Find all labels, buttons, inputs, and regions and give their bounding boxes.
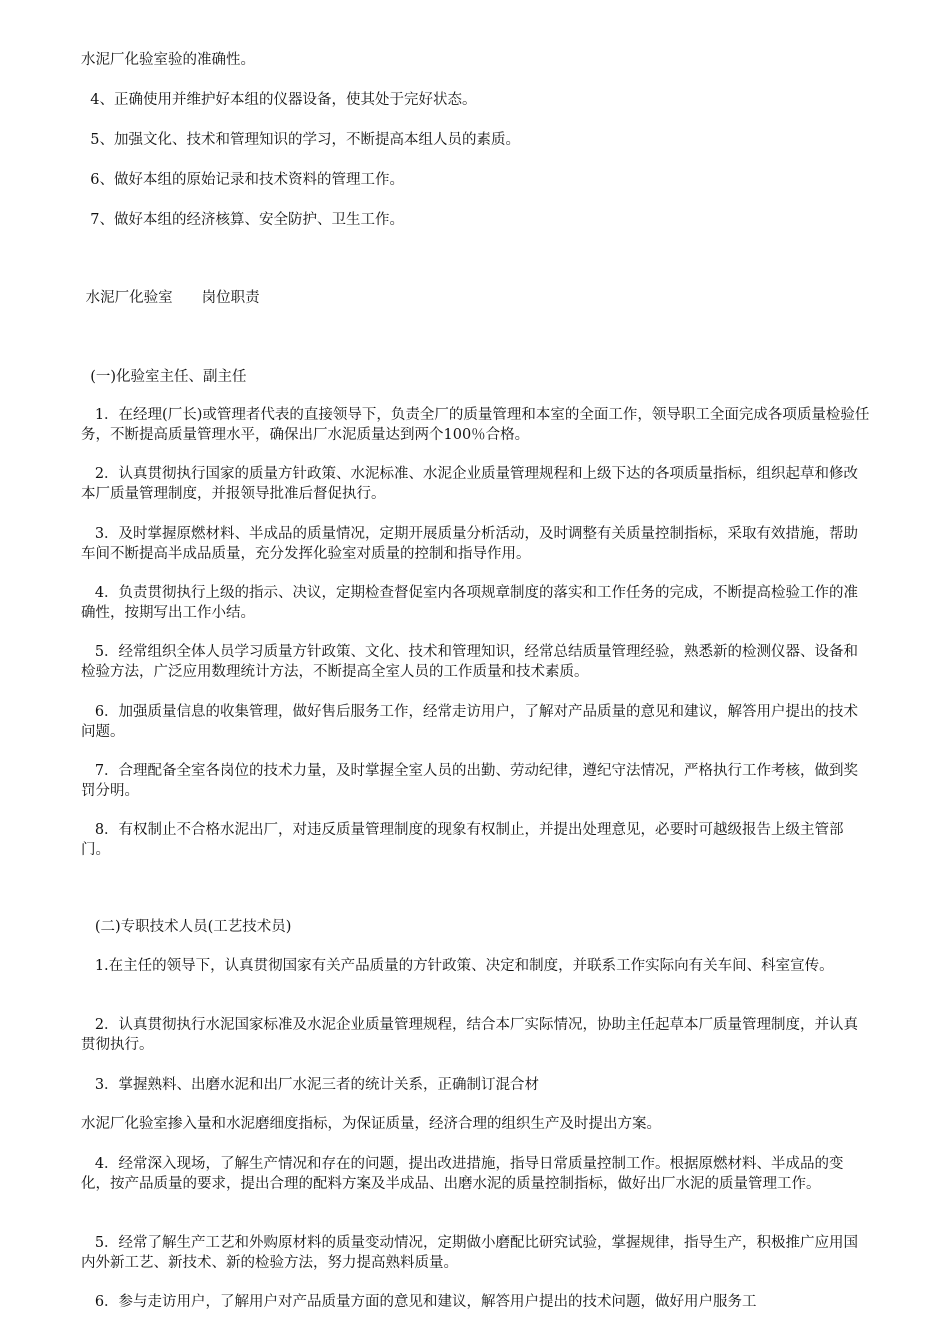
paragraph: 3．及时掌握原燃材料、半成品的质量情况，定期开展质量分析活动，及时调整有关质量控制指标，采取有效措施，帮助车间不断提高半成品质量，充分发挥化验室对质量的控制和指导作用。 <box>81 526 859 562</box>
paragraph: 1．在经理(厂长)或管理者代表的直接领导下，负责全厂的质量管理和本室的全面工作，领导职工全面完成各项质量检验任务，不断提高质量管理水平，确保出厂水泥质量达到两个100％合格。 <box>81 407 870 443</box>
paragraph: 6．加强质量信息的收集管理，做好售后服务工作，经常走访用户，了解对产品质量的意见和建议，解答用户提出的技术问题。 <box>81 704 859 740</box>
paragraph: 2．认真贯彻执行国家的质量方针政策、水泥标准、水泥企业质量管理规程和上级下达的各项质量指标，组织起草和修改本厂质量管理制度，并报领导批准后督促执行。 <box>81 466 859 502</box>
paragraph: 5、加强文化、技术和管理知识的学习，不断提高本组人员的素质。 <box>81 132 520 148</box>
section-heading: (二)专职技术人员(工艺技术员) <box>81 919 292 935</box>
paragraph: 7．合理配备全室各岗位的技术力量，及时掌握全室人员的出勤、劳动纪律，遵纪守法情况，严格执行工作考核，做到奖罚分明。 <box>81 763 859 799</box>
paragraph: 8．有权制止不合格水泥出厂，对违反质量管理制度的现象有权制止，并提出处理意见，必要时可越级报告上级主管部门。 <box>81 822 844 858</box>
paragraph: 4．负责贯彻执行上级的指示、决议，定期检查督促室内各项规章制度的落实和工作任务的完成，不断提高检验工作的准确性，按期写出工作小结。 <box>81 585 859 621</box>
paragraph: 1.在主任的领导下，认真贯彻国家有关产品质量的方针政策、决定和制度，并联系工作实际向有关车间、科室宣传。 <box>81 958 834 974</box>
paragraph: 水泥厂化验室掺入量和水泥磨细度指标，为保证质量，经济合理的组织生产及时提出方案。 <box>81 1116 661 1132</box>
paragraph: 3．掌握熟料、出磨水泥和出厂水泥三者的统计关系，正确制订混合材 <box>81 1077 540 1093</box>
paragraph: 2．认真贯彻执行水泥国家标准及水泥企业质量管理规程，结合本厂实际情况，协助主任起草本厂质量管理制度，并认真贯彻执行。 <box>81 1017 859 1053</box>
paragraph: 7、做好本组的经济核算、安全防护、卫生工作。 <box>81 212 404 228</box>
section-title: 水泥厂化验室 岗位职责 <box>81 290 260 306</box>
paragraph: 5．经常组织全体人员学习质量方针政策、文化、技术和管理知识，经常总结质量管理经验，熟悉新的检测仪器、设备和检验方法，广泛应用数理统计方法，不断提高全室人员的工作质量和技术素质。 <box>81 644 859 680</box>
paragraph: 6．参与走访用户，了解用户对产品质量方面的意见和建议，解答用户提出的技术问题，做好用户服务工 <box>81 1294 757 1310</box>
paragraph: 4．经常深入现场，了解生产情况和存在的问题，提出改进措施，指导日常质量控制工作。根据原燃材料、半成品的变化，按产品质量的要求，提出合理的配料方案及半成品、出磨水泥的质量控制指标，做好出厂水泥的质量管理工作。 <box>81 1156 844 1192</box>
section-heading: (一)化验室主任、副主任 <box>81 369 247 385</box>
paragraph: 水泥厂化验室验的准确性。 <box>81 52 255 68</box>
paragraph: 5．经常了解生产工艺和外购原材料的质量变动情况，定期做小磨配比研究试验，掌握规律，指导生产，积极推广应用国内外新工艺、新技术、新的检验方法，努力提高熟料质量。 <box>81 1235 859 1271</box>
paragraph: 4、正确使用并维护好本组的仪器设备，使其处于完好状态。 <box>81 92 477 108</box>
paragraph: 6、做好本组的原始记录和技术资料的管理工作。 <box>81 172 404 188</box>
